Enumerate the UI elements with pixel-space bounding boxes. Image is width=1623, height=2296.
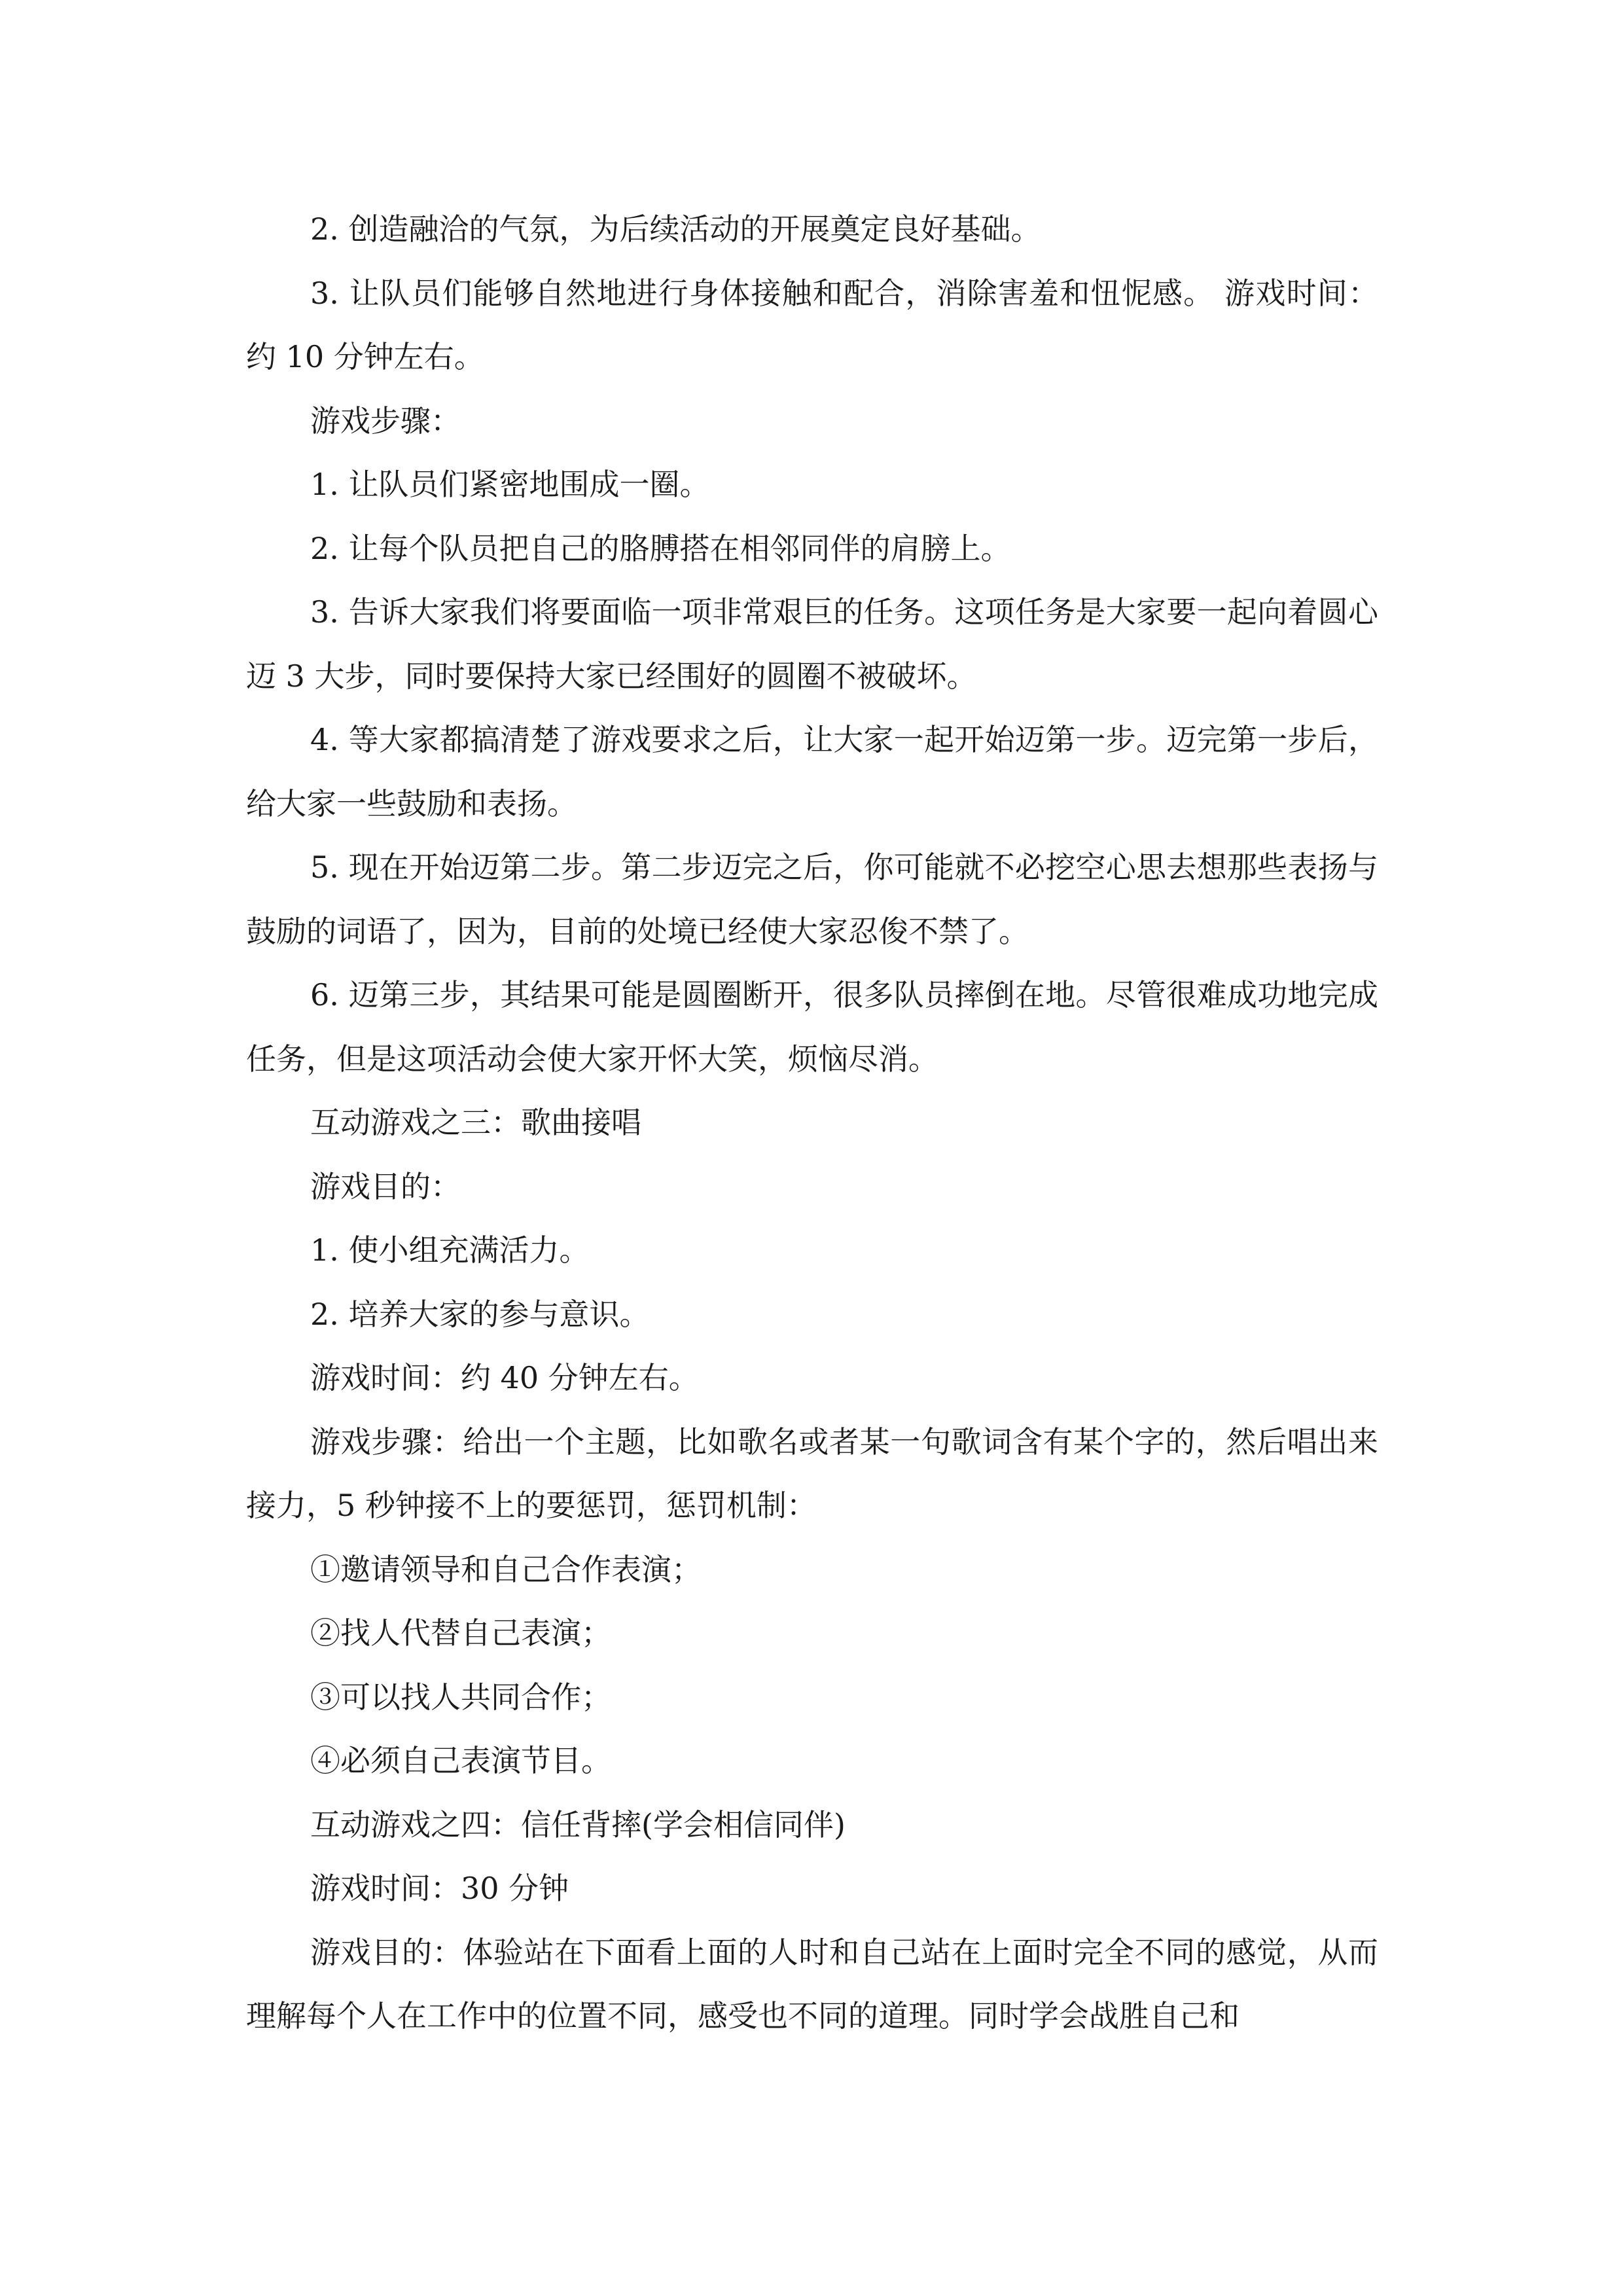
paragraph: 游戏时间：约 40 分钟左右。 (310, 1360, 699, 1395)
paragraph: 游戏目的： (310, 1168, 461, 1204)
paragraph: 游戏目的：体验站在下面看上面的人时和自己站在上面时完全不同的感觉，从而理解每个人在工作中的位置不同，感受也不同的道理。同时学会战胜自己和 (246, 1934, 1378, 2034)
list-item: ②找人代替自己表演； (310, 1615, 611, 1651)
paragraph: 5. 现在开始迈第二步。第二步迈完之后，你可能就不必挖空心思去想那些表扬与鼓励的词语了，因为，目前的处境已经使大家忍俊不禁了。 (246, 850, 1378, 949)
paragraph: 2. 培养大家的参与意识。 (310, 1296, 650, 1332)
paragraph: 游戏步骤：给出一个主题，比如歌名或者某一句歌词含有某个字的，然后唱出来接力，5 秒钟接不上的要惩罚，惩罚机制： (246, 1424, 1378, 1523)
paragraph: 游戏步骤： (310, 403, 461, 439)
paragraph: 游戏时间：30 分钟 (310, 1871, 569, 1906)
document-body (246, 198, 1378, 2049)
paragraph: 3. 让队员们能够自然地进行身体接触和配合，消除害羞和忸怩感。 游戏时间：约 10 分钟左右。 (246, 275, 1378, 374)
section-heading: 互动游戏之四：信任背摔(学会相信同伴) (310, 1806, 846, 1842)
list-item: ①邀请领导和自己合作表演； (310, 1551, 702, 1587)
paragraph: 2. 创造融洽的气氛，为后续活动的开展奠定良好基础。 (310, 211, 1041, 247)
paragraph: 4. 等大家都搞清楚了游戏要求之后，让大家一起开始迈第一步。迈完第一步后，给大家一些鼓励和表扬。 (246, 722, 1378, 821)
paragraph: 1. 使小组充满活力。 (310, 1232, 590, 1268)
paragraph: 3. 告诉大家我们将要面临一项非常艰巨的任务。这项任务是大家要一起向着圆心迈 3 大步，同时要保持大家已经围好的圆圈不被破坏。 (246, 594, 1378, 694)
paragraph: 2. 让每个队员把自己的胳膊搭在相邻同伴的肩膀上。 (310, 530, 1011, 566)
list-item: ③可以找人共同合作； (310, 1679, 611, 1715)
paragraph: 6. 迈第三步，其结果可能是圆圈断开，很多队员摔倒在地。尽管很难成功地完成任务，但是这项活动会使大家开怀大笑，烦恼尽消。 (246, 977, 1378, 1077)
section-heading: 互动游戏之三：歌曲接唱 (310, 1105, 641, 1140)
list-item: ④必须自己表演节目。 (310, 1743, 611, 1778)
paragraph: 1. 让队员们紧密地围成一圈。 (310, 467, 710, 502)
